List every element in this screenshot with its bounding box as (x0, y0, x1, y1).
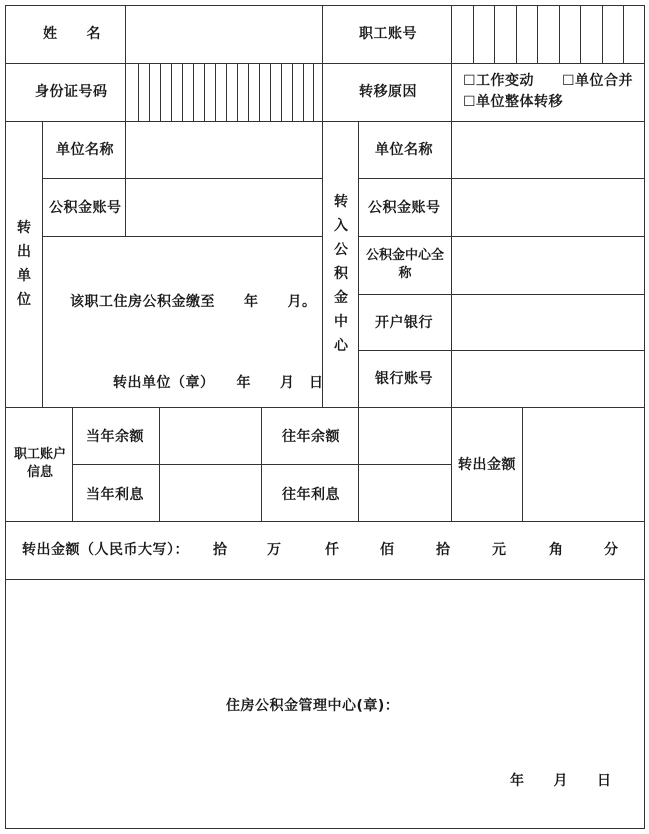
staff-account-label: 职工账号 (359, 26, 417, 42)
unit-shi: 拾 (213, 542, 228, 558)
out-fund-account-label: 公积金账号 (49, 200, 122, 216)
unit-wan: 万 (267, 542, 282, 558)
in-bank-label: 开户银行 (375, 315, 433, 331)
current-balance-label: 当年余额 (86, 429, 144, 445)
reason-option-job-change[interactable]: ☐工作变动 (463, 73, 535, 89)
rule-row1 (5, 63, 645, 64)
rule-acct-c2 (261, 407, 262, 522)
transfer-amount-field[interactable] (523, 408, 644, 521)
reason-option-merger[interactable]: ☐单位合并 (562, 73, 634, 89)
rule-acct-section (72, 407, 73, 522)
current-interest-label: 当年利息 (86, 487, 144, 503)
unit-qian: 仟 (325, 542, 340, 558)
border-bottom (5, 828, 645, 829)
reason-option-unit-transfer[interactable]: ☐单位整体转移 (463, 94, 564, 110)
rule-amount-top (5, 521, 645, 522)
unit-shi-2: 拾 (436, 542, 451, 558)
center-seal-text: 住房公积金管理中心(章)： (226, 698, 400, 714)
paid-until-text: 该职工住房公积金缴至 年 月。 (70, 294, 317, 310)
rule-in-label (358, 121, 359, 408)
in-unit-name-label: 单位名称 (375, 142, 433, 158)
unit-bai: 佰 (380, 542, 395, 558)
transfer-reason-label: 转移原因 (359, 84, 417, 100)
amount-in-words-label: 转出金额（人民币大写）： (22, 542, 189, 558)
account-info-section-label: 职工账户信息 (14, 447, 67, 480)
in-fund-account-label: 公积金账号 (368, 200, 441, 216)
out-unit-name-field[interactable] (126, 122, 322, 178)
rule-mid-col (322, 5, 323, 408)
transfer-in-section-label: 转入公积金中心 (334, 194, 348, 354)
in-bank-field[interactable] (452, 295, 644, 350)
prior-balance-label: 往年余额 (282, 429, 340, 445)
prior-balance-field[interactable] (359, 408, 451, 464)
id-number-label: 身份证号码 (35, 84, 108, 100)
name-field[interactable] (126, 6, 322, 63)
transfer-out-section-label: 转出单位 (17, 220, 31, 308)
unit-jiao: 角 (549, 542, 564, 558)
rule-out-section (42, 121, 43, 408)
name-label: 姓 名 (43, 26, 101, 42)
in-fund-account-field[interactable] (452, 179, 644, 236)
in-bank-account-label: 银行账号 (375, 371, 433, 387)
unit-fen: 分 (604, 542, 619, 558)
in-center-name-field[interactable] (452, 237, 644, 294)
footer-date-text: 年 月 日 (510, 773, 612, 789)
current-balance-field[interactable] (160, 408, 261, 464)
unit-yuan: 元 (492, 542, 507, 558)
transfer-amount-label: 转出金额 (458, 457, 516, 473)
out-seal-text: 转出单位（章） 年 月 日 (113, 375, 324, 391)
out-unit-name-label: 单位名称 (56, 142, 114, 158)
in-bank-account-field[interactable] (452, 351, 644, 407)
in-center-name-label: 公积金中心全称 (365, 248, 444, 281)
current-interest-field[interactable] (160, 465, 261, 521)
border-top (5, 5, 645, 6)
out-fund-account-field[interactable] (126, 179, 322, 236)
in-unit-name-field[interactable] (452, 122, 644, 178)
prior-interest-label: 往年利息 (282, 487, 340, 503)
border-right (644, 5, 645, 829)
rule-out-account (42, 236, 323, 237)
prior-interest-field[interactable] (359, 465, 451, 521)
